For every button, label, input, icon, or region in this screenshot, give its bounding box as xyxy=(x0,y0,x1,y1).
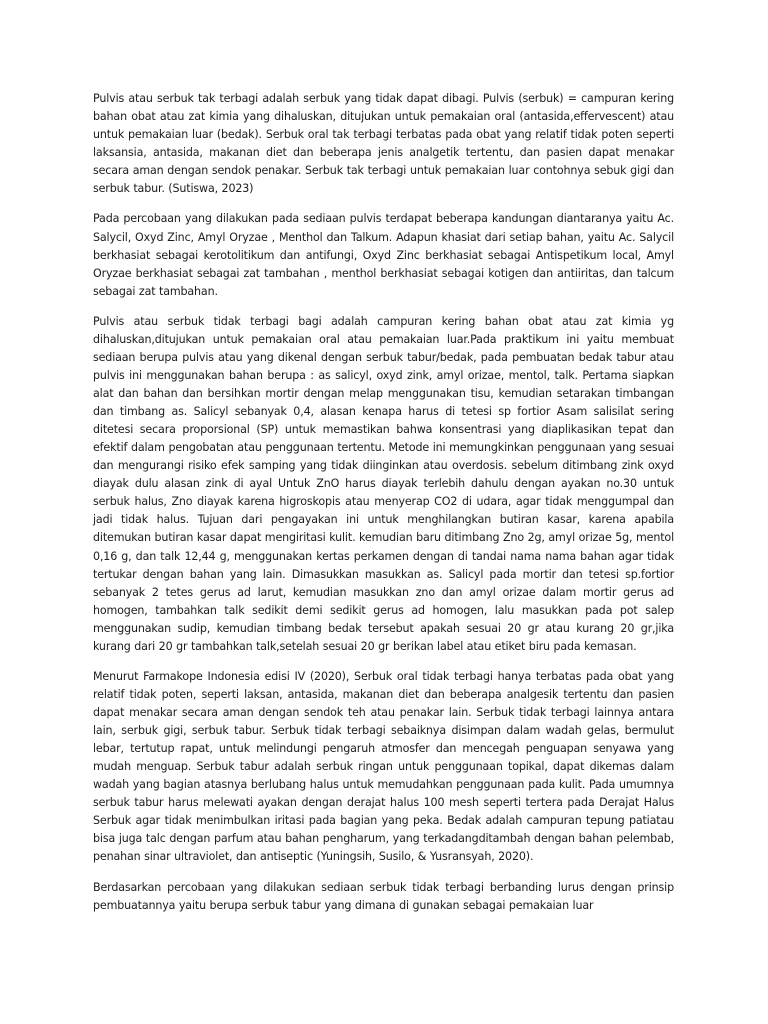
paragraph-conclusion: Berdasarkan percobaan yang dilakukan sediaan serbuk tidak terbagi berbanding lurus dengan prinsip pembuatannya yaitu berupa serbuk tabur yang dimana di gunakan sebagai pemakaian luar xyxy=(93,880,674,912)
document-body xyxy=(93,90,674,927)
paragraph-procedure: Pulvis atau serbuk tidak terbagi bagi adalah campuran kering bahan obat atau zat kimia yg dihaluskan,ditujukan untuk pemakaian oral atau pemakaian luar.Pada praktikum ini yaitu membuat sediaan berupa pulvis atau yang dikenal dengan serbuk tabur/bedak, pada pembuatan bedak tabur atau pulvis ini menggunakan bahan berupa : as salicyl, oxyd zink, amyl orizae, mentol, talk. Pertama siapkan alat dan bahan dan bersihkan mortir dengan melap menggunakan tisu, kemudian setarakan timbangan dan timbang as. Salicyl sebanyak 0,4, alasan kenapa harus di tetesi sp fortior Asam salisilat sering ditetesi secara proporsional (SP) untuk memastikan bahwa konsentrasi yang diaplikasikan tepat dan efektif dalam pengobatan atau penggunaan tertentu. Metode ini memungkinkan penggunaan yang sesuai dan mengurangi risiko efek samping yang tidak diinginkan atau overdosis. sebelum ditimbang zink oxyd diayak dulu alasan zink di ayal Untuk ZnO harus diayak terlebih dahulu dengan ayakan no.30 untuk serbuk halus, Zno diayak karena higroskopis atau menyerap CO2 di udara, agar tidak menggumpal dan jadi tidak halus. Tujuan dari pengayakan ini untuk menghilangkan butiran kasar, karena apabila ditemukan butiran kasar dapat mengiritasi kulit. kemudian baru ditimbang Zno 2g, amyl orizae 5g, mentol 0,16 g, dan talk 12,44 g, menggunakan kertas perkamen dengan di tandai nama nama bahan agar tidak tertukar dengan bahan yang lain. Dimasukkan masukkan as. Salicyl pada mortir dan tetesi sp.fortior sebanyak 2 tetes gerus ad larut, kemudian masukkan zno dan amyl orizae dalam mortir gerus ad homogen, tambahkan talk sedikit demi sedikit gerus ad homogen, lalu masukkan pada pot salep menggunakan sudip, kemudian timbang bedak tersebut apakah sesuai 20 gr atau kurang 20 gr,jika kurang dari 20 gr tambahkan talk,setelah sesuai 20 gr berikan label atau etiket biru pada kemasan. xyxy=(93,314,674,653)
paragraph-ingredients: Pada percobaan yang dilakukan pada sediaan pulvis terdapat beberapa kandungan diantaranya yaitu Ac. Salycil, Oxyd Zinc, Amyl Oryzae , Menthol dan Talkum. Adapun khasiat dari setiap bahan, yaitu Ac. Salycil berkhasiat sebagai kerotolitikum dan antifungi, Oxyd Zinc berkhasiat sebagai Antispetikum local, Amyl Oryzae berkhasiat sebagai zat tambahan , menthol berkhasiat sebagai kotigen dan antiiritas, dan talcum sebagai zat tambahan. xyxy=(93,212,674,298)
paragraph-pulvis-definition: Pulvis atau serbuk tak terbagi adalah serbuk yang tidak dapat dibagi. Pulvis (serbuk) = campuran kering bahan obat atau zat kimia yang dihaluskan, ditujukan untuk pemakaian oral (antasida,effervescent) atau untuk pemakaian luar (bedak). Serbuk oral tak terbagi terbatas pada obat yang relatif tidak poten seperti laksansia, antasida, makanan diet dan beberapa jenis analgetik tertentu, dan pasien dapat menakar secara aman dengan sendok penakar. Serbuk tak terbagi untuk pemakaian luar contohnya sebuk gigi dan serbuk tabur. (Sutiswa, 2023) xyxy=(93,92,674,196)
paragraph-farmakope: Menurut Farmakope Indonesia edisi IV (2020), Serbuk oral tidak terbagi hanya terbatas pada obat yang relatif tidak poten, seperti laksan, antasida, makanan diet dan beberapa analgesik tertentu dan pasien dapat menakar secara aman dengan sendok teh atau penakar lain. Serbuk tidak terbagi lainnya antara lain, serbuk gigi, serbuk tabur. Serbuk tidak terbagi sebaiknya disimpan dalam wadah gelas, bermulut lebar, tertutup rapat, untuk melindungi pengaruh atmosfer dan mencegah penguapan senyawa yang mudah menguap. Serbuk tabur adalah serbuk ringan untuk penggunaan topikal, dapat dikemas dalam wadah yang bagian atasnya berlubang halus untuk memudahkan penggunaan pada kulit. Pada umumnya serbuk tabur harus melewati ayakan dengan derajat halus 100 mesh seperti tertera pada Derajat Halus Serbuk agar tidak menimbulkan iritasi pada bagian yang peka. Bedak adalah campuran tepung patiatau bisa juga talc dengan parfum atau bahan pengharum, yang terkadangditambah dengan bahan pelembab, penahan sinar ultraviolet, dan antiseptic (Yuningsih, Susilo, & Yusransyah, 2020). xyxy=(93,669,674,864)
